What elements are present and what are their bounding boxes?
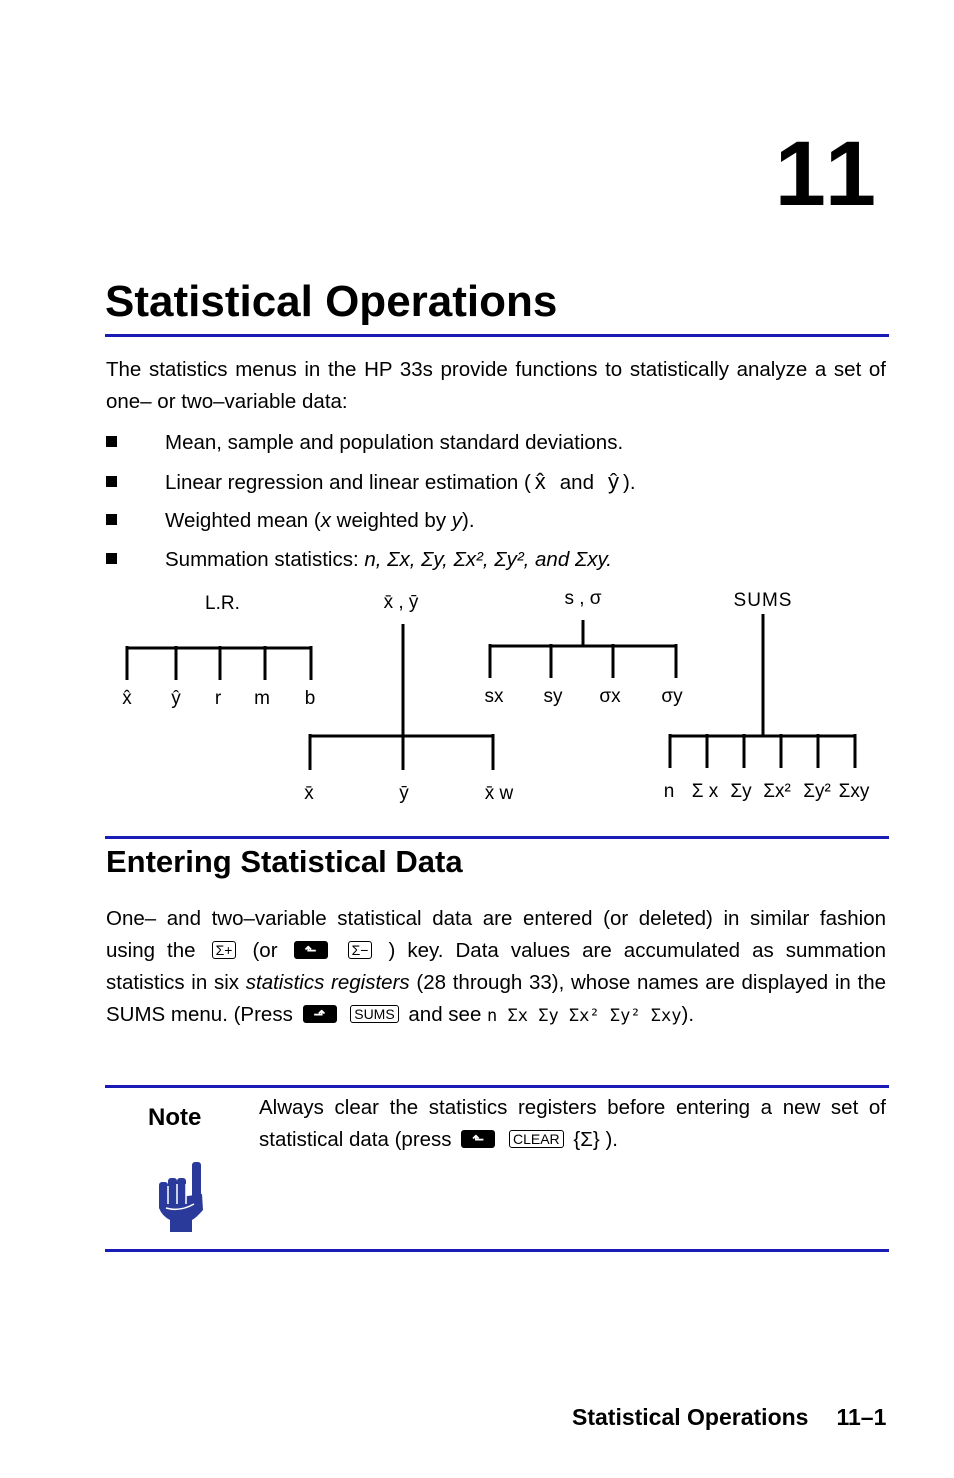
menu-tree-diagram xyxy=(0,580,954,810)
sigma-plus-key[interactable]: Σ+ xyxy=(212,941,237,959)
note-label: Note xyxy=(148,1104,202,1131)
note-bottom-rule xyxy=(105,1249,889,1252)
xy-item: ȳ xyxy=(399,783,409,804)
s-menu-label: s , σ xyxy=(564,588,602,609)
bullet-square-icon xyxy=(106,476,117,487)
section-heading: Entering Statistical Data xyxy=(106,844,463,879)
xy-menu-label: x̄ , ȳ xyxy=(383,592,419,613)
lr-item: r xyxy=(214,688,222,709)
s-item: σx xyxy=(599,686,621,707)
sums-key[interactable]: SUMS xyxy=(350,1005,398,1023)
page-number: 11–1 xyxy=(836,1404,887,1430)
chapter-number: 11 xyxy=(774,123,880,225)
left-shift-key[interactable]: ⬑ xyxy=(461,1130,495,1148)
sums-item: Σx² xyxy=(763,781,791,802)
bullet-item: Linear regression and linear estimation ( x̂ and ŷ ). xyxy=(106,467,636,498)
sums-item: Σ x xyxy=(691,781,719,802)
chapter-title: Statistical Operations xyxy=(105,277,558,326)
xy-item: x̄ w xyxy=(484,783,514,804)
bullet-item: Mean, sample and population standard deviations. xyxy=(106,428,623,458)
display-menu-text: n Σx Σy Σx² Σy² Σxy xyxy=(487,1006,682,1026)
sigma-menu-item: {Σ} xyxy=(573,1128,600,1151)
lr-menu-label: L.R. xyxy=(205,593,240,614)
lr-item: m xyxy=(254,688,270,709)
bullet-square-icon xyxy=(106,553,117,564)
title-rule xyxy=(105,334,889,337)
section-paragraph: One– and two–variable statistical data are entered (or deleted) in similar fashion using the Σ+ (or ⬑ Σ− ) key. Data values are accumulated as summation statistics in six statistics registers (28 through 33), whose names are displayed in the SUMS menu. (Press ⬏ SUMS and see n Σx Σy Σx² Σy² Σxy). xyxy=(106,907,887,1026)
section-rule xyxy=(105,836,889,839)
lr-item: x̂ xyxy=(122,688,132,709)
sums-item: Σy xyxy=(730,781,752,802)
clear-key[interactable]: CLEAR xyxy=(509,1130,564,1148)
sigma-minus-key[interactable]: Σ− xyxy=(348,941,373,959)
sums-item: Σxy xyxy=(838,781,870,802)
right-shift-key[interactable]: ⬏ xyxy=(303,1005,337,1023)
xy-item: x̄ xyxy=(304,783,314,804)
footer-title: Statistical Operations xyxy=(572,1404,809,1430)
bullet-item: Summation statistics: n, Σx, Σy, Σx², Σy², and Σxy. xyxy=(106,545,612,575)
bullet-item: Weighted mean (x weighted by y). xyxy=(106,506,475,536)
lr-item: b xyxy=(304,688,316,709)
note-top-rule xyxy=(105,1085,889,1088)
sums-item: Σy² xyxy=(803,781,831,802)
s-item: sy xyxy=(543,686,563,707)
s-item: sx xyxy=(484,686,504,707)
intro-paragraph: The statistics menus in the HP 33s provide functions to statistically analyze a set of one– or two–variable data: xyxy=(106,358,886,413)
note-text: Always clear the statistics registers before entering a new set of statistical data (press ⬑ CLEAR {Σ} ). xyxy=(259,1096,886,1151)
sums-item: n xyxy=(663,781,675,802)
pointing-hand-icon xyxy=(156,1160,208,1234)
bullet-square-icon xyxy=(106,436,117,447)
lr-item: ŷ xyxy=(171,688,181,709)
bullet-square-icon xyxy=(106,514,117,525)
s-item: σy xyxy=(661,686,683,707)
left-shift-key[interactable]: ⬑ xyxy=(294,941,328,959)
page-footer xyxy=(572,1404,886,1431)
sums-menu-label: SUMS xyxy=(733,590,793,611)
